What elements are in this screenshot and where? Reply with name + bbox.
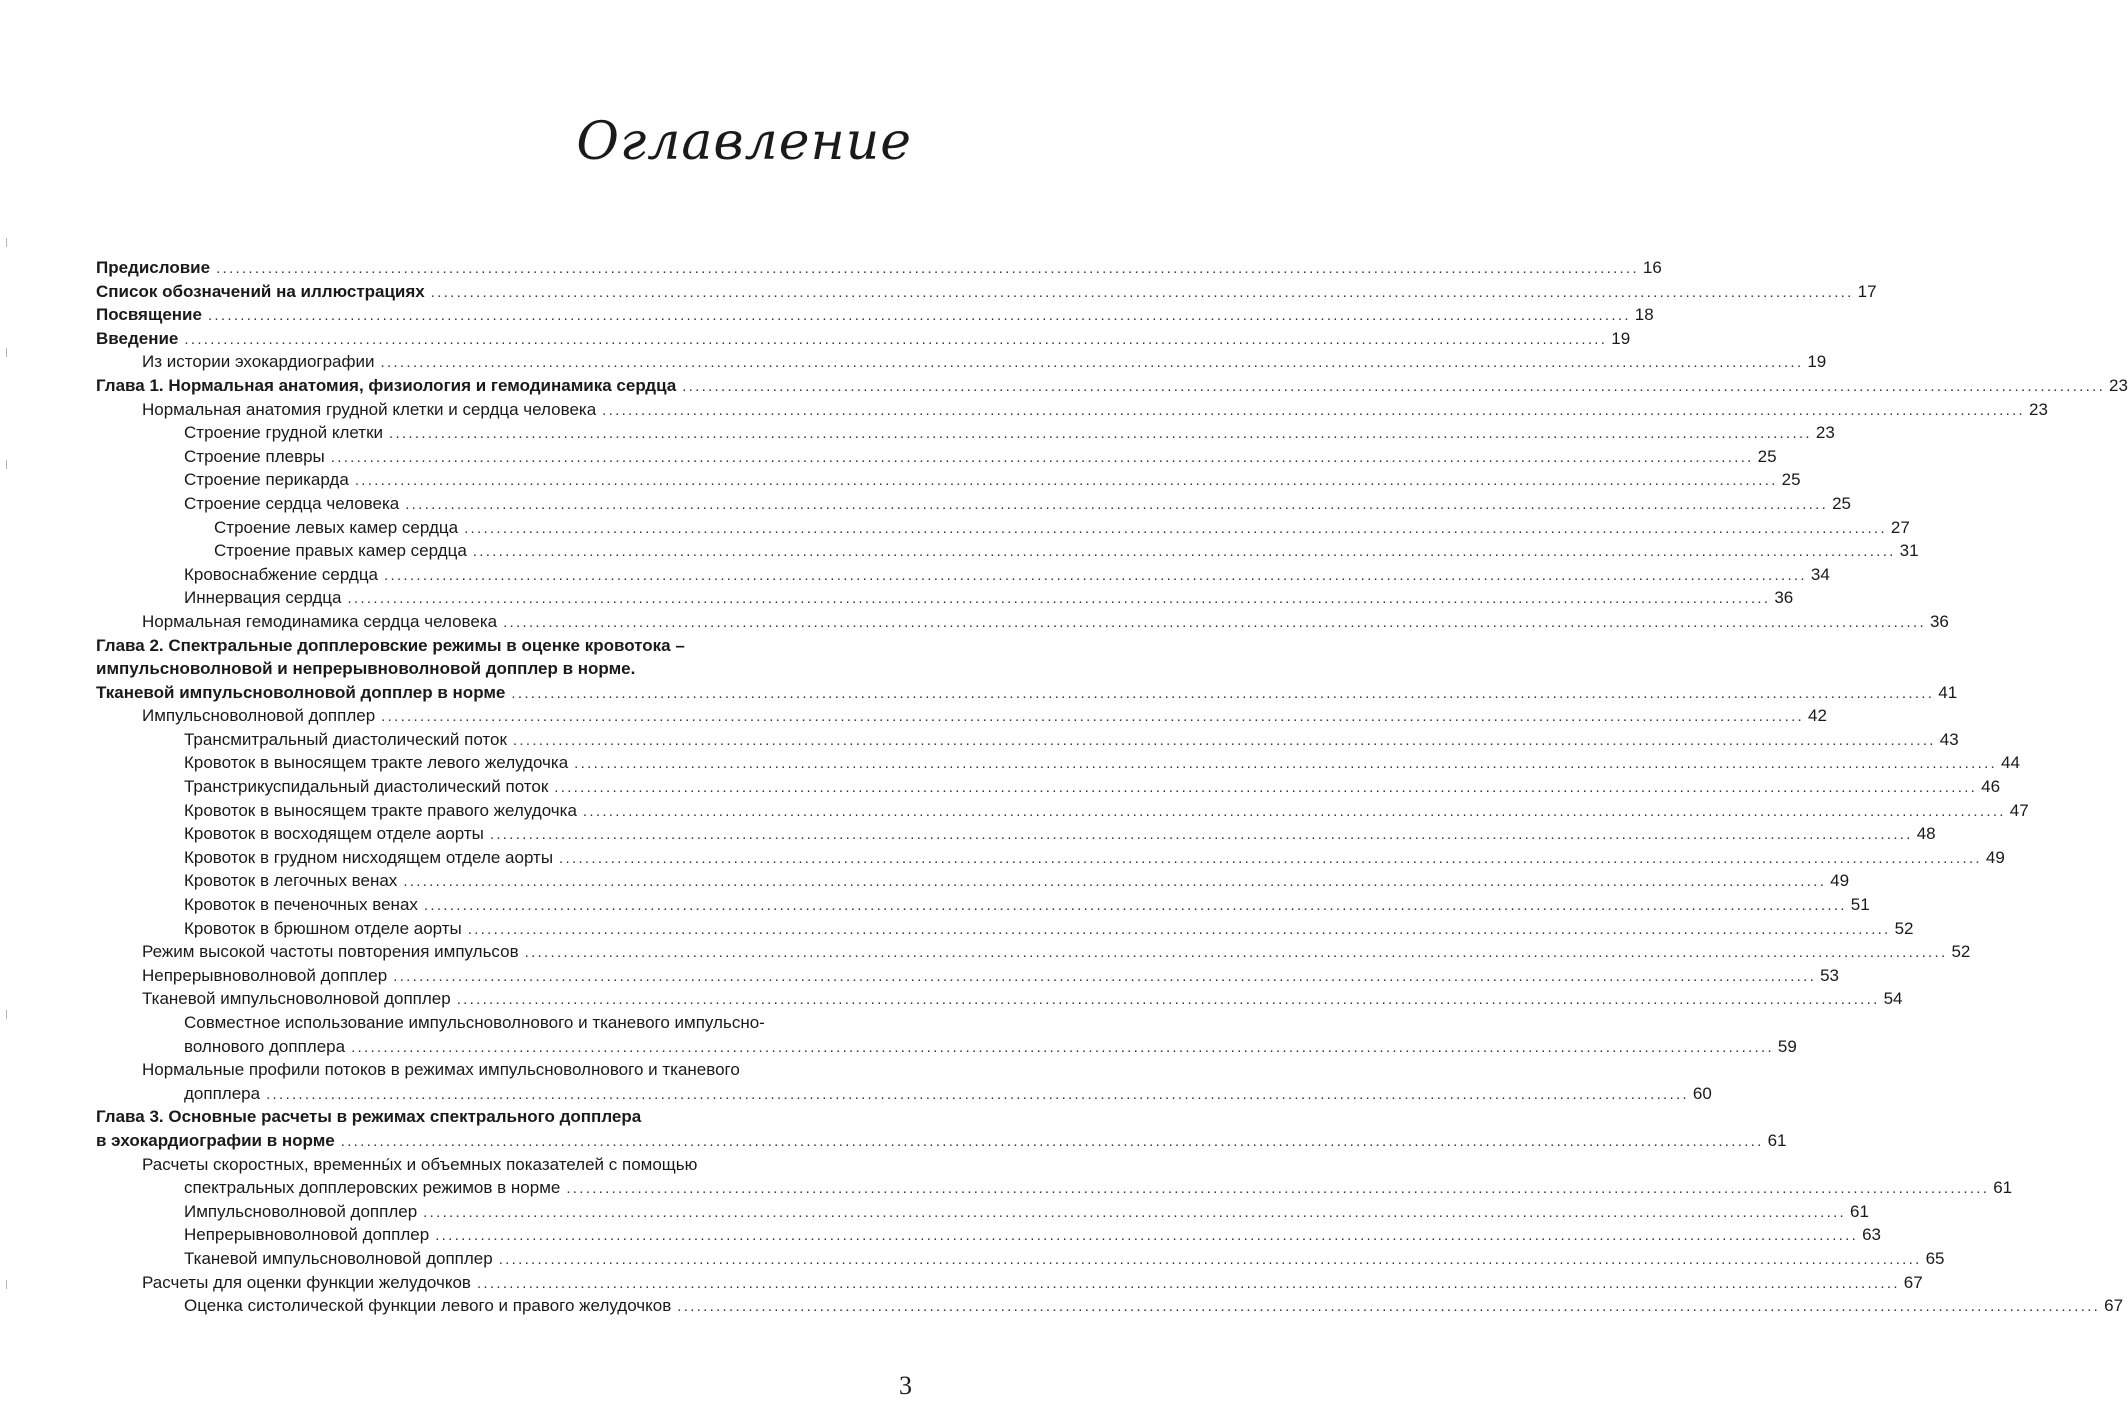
- dot-leader: ............................................................................................................................................................................................................................: [467, 920, 1891, 938]
- toc-entry-page: 60: [1692, 1083, 1712, 1103]
- toc-entry[interactable]: [96, 893, 1870, 917]
- dot-leader: ............................................................................................................................................................................................................................: [498, 1250, 1922, 1268]
- toc-entry-page: 19: [1611, 328, 1631, 348]
- toc-entry-page: 27: [1890, 517, 1910, 537]
- toc-entry-page: 23: [2109, 375, 2128, 395]
- toc-entry[interactable]: [96, 327, 1631, 351]
- toc-entry-page: 44: [2001, 753, 2020, 773]
- toc-entry-page: 61: [1767, 1130, 1787, 1150]
- toc-entry[interactable]: [96, 1035, 1797, 1059]
- toc-entry[interactable]: [96, 1153, 912, 1177]
- dot-leader: ............................................................................................................................................................................................................................: [489, 826, 1913, 844]
- toc-entry[interactable]: [96, 1082, 1712, 1106]
- dot-leader: ............................................................................................................................................................................................................................: [347, 590, 1771, 608]
- page-number: 3: [899, 1371, 912, 1400]
- toc-entry[interactable]: [96, 1223, 1881, 1247]
- toc-entry[interactable]: [96, 940, 1971, 964]
- dot-leader: ............................................................................................................................................................................................................................: [435, 1227, 1859, 1245]
- dot-leader: ............................................................................................................................................................................................................................: [511, 684, 1935, 702]
- dot-leader: ............................................................................................................................................................................................................................: [476, 1274, 1900, 1292]
- toc-entry-title: Кровоток в легочных венах: [184, 871, 398, 891]
- toc-entry-title: Нормальные профили потоков в режимах импульсноволнового и тканевого: [142, 1060, 740, 1080]
- toc-entry[interactable]: [96, 634, 912, 658]
- dot-leader: ............................................................................................................................................................................................................................: [266, 1085, 1689, 1103]
- toc-entry[interactable]: [96, 917, 1914, 941]
- toc-entry-title: Тканевой импульсноволновой допплер: [142, 989, 451, 1009]
- toc-entry-page: 61: [1993, 1178, 2013, 1198]
- edge-mark: [6, 348, 7, 357]
- dot-leader: ............................................................................................................................................................................................................................: [677, 1298, 2101, 1316]
- toc-entry-title: Кровоток в выносящем тракте правого желудочка: [184, 800, 577, 820]
- toc-entry[interactable]: [96, 303, 1654, 327]
- toc-entry-page: 36: [1774, 588, 1794, 608]
- toc-entry-title: Строение левых камер сердца: [214, 517, 459, 537]
- toc-entry-page: 46: [1981, 777, 2001, 797]
- toc-entry[interactable]: [96, 563, 1830, 587]
- dot-leader: ............................................................................................................................................................................................................................: [340, 1132, 1764, 1150]
- toc-entry-page: 23: [2029, 399, 2048, 419]
- toc-entry[interactable]: [96, 586, 1794, 610]
- toc-entry-title: Предисловие: [96, 258, 211, 277]
- dot-leader: ............................................................................................................................................................................................................................: [351, 1038, 1774, 1056]
- toc-entry[interactable]: [96, 1247, 1945, 1271]
- dot-leader: ............................................................................................................................................................................................................................: [566, 1180, 1990, 1198]
- toc-entry-title: Глава 2. Спектральные допплеровские режимы в оценке кровотока –: [96, 635, 685, 655]
- dot-leader: ............................................................................................................................................................................................................................: [456, 991, 1880, 1009]
- dot-leader: ............................................................................................................................................................................................................................: [423, 897, 1847, 915]
- toc-entry[interactable]: [96, 1011, 912, 1035]
- toc-entry[interactable]: [96, 421, 1835, 445]
- toc-entry[interactable]: [96, 374, 2128, 398]
- toc-entry[interactable]: [96, 398, 2048, 422]
- page-title: Оглавление: [576, 112, 912, 172]
- toc-entry-title: Строение перикарда: [184, 470, 349, 490]
- toc-entry-title: Трансмитральный диастолический поток: [184, 729, 507, 749]
- edge-mark: [6, 1280, 7, 1289]
- toc-entry[interactable]: [96, 799, 2029, 823]
- toc-entry-title: Тканевой импульсноволновой допплер в норме: [96, 682, 506, 702]
- toc-entry[interactable]: [96, 1200, 1869, 1224]
- toc-entry[interactable]: [96, 657, 912, 681]
- toc-entry-title: Строение грудной клетки: [184, 423, 384, 443]
- toc-entry-page: 18: [1634, 305, 1654, 325]
- toc-entry-title: допплера: [184, 1083, 261, 1103]
- toc-entry-page: 31: [1899, 541, 1919, 561]
- edge-mark: [6, 1010, 7, 1019]
- toc-entry-page: 59: [1777, 1036, 1797, 1056]
- dot-leader: ............................................................................................................................................................................................................................: [381, 708, 1805, 726]
- toc-entry[interactable]: [96, 468, 1801, 492]
- toc-entry-title: Строение плевры: [184, 446, 325, 466]
- toc-entry[interactable]: [96, 681, 1958, 705]
- toc-entry-title: Режим высокой частоты повторения импульсов: [142, 942, 519, 962]
- toc-entry-page: 25: [1781, 470, 1801, 490]
- toc-entry[interactable]: [96, 964, 1839, 988]
- toc-entry[interactable]: [96, 1129, 1787, 1153]
- dot-leader: ............................................................................................................................................................................................................................: [393, 967, 1817, 985]
- toc-entry-page: 16: [1642, 258, 1662, 277]
- toc-entry[interactable]: [96, 1176, 2013, 1200]
- toc-entry-page: 25: [1832, 493, 1851, 513]
- edge-mark: [6, 238, 7, 247]
- toc-entry-title: Тканевой импульсноволновой допплер: [184, 1248, 493, 1268]
- toc-entry-page: 43: [1939, 729, 1959, 749]
- toc-entry-page: 17: [1857, 281, 1877, 301]
- toc-entry[interactable]: [96, 350, 1827, 374]
- toc-entry-title: спектральных допплеровских режимов в норме: [184, 1178, 561, 1198]
- dot-leader: ............................................................................................................................................................................................................................: [512, 731, 1936, 749]
- toc-entry[interactable]: [96, 610, 1949, 634]
- toc-entry-page: 67: [2104, 1296, 2124, 1316]
- toc-entry-page: 49: [1985, 847, 2005, 867]
- toc-entry[interactable]: [96, 1105, 912, 1129]
- toc-entry-page: 65: [1925, 1248, 1945, 1268]
- dot-leader: ............................................................................................................................................................................................................................: [524, 944, 1948, 962]
- dot-leader: ............................................................................................................................................................................................................................: [184, 330, 1608, 348]
- dot-leader: ............................................................................................................................................................................................................................: [503, 613, 1926, 631]
- toc-entry[interactable]: [96, 775, 2001, 799]
- toc-entry-title: Глава 1. Нормальная анатомия, физиология и гемодинамика сердца: [96, 375, 677, 395]
- toc-entry-title: волнового допплера: [184, 1036, 346, 1056]
- toc-entry-page: 34: [1810, 564, 1830, 584]
- dot-leader: ............................................................................................................................................................................................................................: [380, 354, 1804, 372]
- toc-entry-page: 52: [1951, 942, 1971, 962]
- edge-mark: [6, 460, 7, 469]
- toc-entry[interactable]: [96, 1294, 2124, 1318]
- toc-entry-page: 23: [1815, 423, 1835, 443]
- dot-leader: ............................................................................................................................................................................................................................: [405, 495, 1829, 513]
- toc-entry-title: Нормальная гемодинамика сердца человека: [142, 611, 498, 631]
- toc-entry-page: 54: [1883, 989, 1903, 1009]
- toc-entry[interactable]: [96, 869, 1850, 893]
- toc-entry-page: 48: [1916, 824, 1936, 844]
- toc-entry-title: Введение: [96, 328, 179, 348]
- toc-entry-page: 51: [1850, 895, 1870, 915]
- toc-entry-page: 67: [1903, 1272, 1923, 1292]
- toc-entry[interactable]: [96, 822, 1936, 846]
- table-of-contents: [96, 256, 2128, 1318]
- toc-entry-title: Кровоток в грудном нисходящем отделе аорты: [184, 847, 554, 867]
- dot-leader: ............................................................................................................................................................................................................................: [574, 755, 1998, 773]
- toc-entry[interactable]: [96, 516, 1910, 540]
- toc-entry[interactable]: [96, 445, 1777, 469]
- toc-entry-title: импульсноволновой и непрерывноволновой допплер в норме.: [96, 659, 636, 679]
- dot-leader: ............................................................................................................................................................................................................................: [403, 873, 1827, 891]
- toc-entry[interactable]: [96, 492, 1851, 516]
- toc-entry[interactable]: [96, 256, 1662, 280]
- dot-leader: ............................................................................................................................................................................................................................: [472, 543, 1896, 561]
- toc-entry[interactable]: [96, 751, 2020, 775]
- toc-entry-title: Посвящение: [96, 305, 202, 325]
- toc-entry-title: Кровоток в восходящем отделе аорты: [184, 824, 484, 844]
- toc-entry-title: Строение сердца человека: [184, 493, 400, 513]
- toc-entry[interactable]: [96, 1271, 1923, 1295]
- toc-entry-page: 47: [2009, 800, 2029, 820]
- toc-entry-page: 41: [1938, 682, 1958, 702]
- toc-entry-title: Кровоток в выносящем тракте левого желудочка: [184, 753, 569, 773]
- toc-entry-title: Непрерывноволновой допплер: [142, 965, 388, 985]
- toc-entry[interactable]: [96, 280, 1877, 304]
- toc-entry[interactable]: [96, 704, 1827, 728]
- toc-entry-title: Оценка систолической функции левого и правого желудочков: [184, 1296, 672, 1316]
- toc-entry-title: Непрерывноволновой допплер: [184, 1225, 430, 1245]
- toc-entry-page: 36: [1929, 611, 1949, 631]
- toc-entry-page: 61: [1850, 1201, 1869, 1221]
- toc-entry[interactable]: [96, 987, 1903, 1011]
- toc-entry-title: Транстрикуспидальный диастолический поток: [184, 777, 549, 797]
- dot-leader: ............................................................................................................................................................................................................................: [464, 519, 1887, 537]
- dot-leader: ............................................................................................................................................................................................................................: [602, 401, 2026, 419]
- toc-entry-title: Строение правых камер сердца: [214, 541, 467, 561]
- toc-entry-title: Совместное использование импульсноволнового и тканевого импульсно-: [184, 1013, 765, 1032]
- dot-leader: ............................................................................................................................................................................................................................: [559, 849, 1982, 867]
- toc-entry-title: Импульсноволновой допплер: [142, 706, 376, 726]
- toc-entry-title: Из истории эхокардиографии: [142, 352, 375, 372]
- toc-entry-title: Кровоток в брюшном отделе аорты: [184, 918, 462, 938]
- dot-leader: ............................................................................................................................................................................................................................: [384, 566, 1807, 584]
- toc-entry[interactable]: [96, 728, 1959, 752]
- dot-leader: ............................................................................................................................................................................................................................: [554, 779, 1978, 797]
- toc-entry-page: 25: [1757, 446, 1777, 466]
- toc-entry-title: Расчеты для оценки функции желудочков: [142, 1272, 471, 1292]
- toc-entry-page: 19: [1807, 352, 1827, 372]
- toc-entry-page: 63: [1862, 1225, 1881, 1245]
- toc-entry-title: Нормальная анатомия грудной клетки и сердца человека: [142, 399, 597, 419]
- toc-entry-page: 52: [1894, 918, 1914, 938]
- dot-leader: ............................................................................................................................................................................................................................: [216, 260, 1639, 277]
- dot-leader: ............................................................................................................................................................................................................................: [682, 377, 2106, 395]
- dot-leader: ............................................................................................................................................................................................................................: [430, 283, 1854, 301]
- toc-entry[interactable]: [96, 539, 1919, 563]
- dot-leader: ............................................................................................................................................................................................................................: [389, 425, 1812, 443]
- toc-entry-title: Глава 3. Основные расчеты в режимах спектрального допплера: [96, 1107, 642, 1127]
- toc-entry-title: Иннервация сердца: [184, 588, 342, 608]
- dot-leader: ............................................................................................................................................................................................................................: [330, 448, 1754, 466]
- toc-entry[interactable]: [96, 1058, 912, 1082]
- toc-entry-title: Кровоснабжение сердца: [184, 564, 379, 584]
- dot-leader: ............................................................................................................................................................................................................................: [423, 1203, 1847, 1221]
- toc-entry-title: Импульсноволновой допплер: [184, 1201, 418, 1221]
- toc-entry-page: 49: [1830, 871, 1850, 891]
- toc-entry-title: Список обозначений на иллюстрациях: [96, 281, 425, 301]
- toc-entry-title: Кровоток в печеночных венах: [184, 895, 418, 915]
- toc-entry-title: в эхокардиографии в норме: [96, 1130, 335, 1150]
- toc-entry[interactable]: [96, 846, 2005, 870]
- dot-leader: ............................................................................................................................................................................................................................: [582, 802, 2006, 820]
- dot-leader: ............................................................................................................................................................................................................................: [207, 307, 1631, 325]
- dot-leader: ............................................................................................................................................................................................................................: [354, 472, 1778, 490]
- toc-entry-page: 53: [1820, 965, 1839, 985]
- toc-entry-title: Расчеты скоростных, временны́х и объемных показателей с помощью: [142, 1154, 698, 1174]
- toc-entry-page: 42: [1808, 706, 1827, 726]
